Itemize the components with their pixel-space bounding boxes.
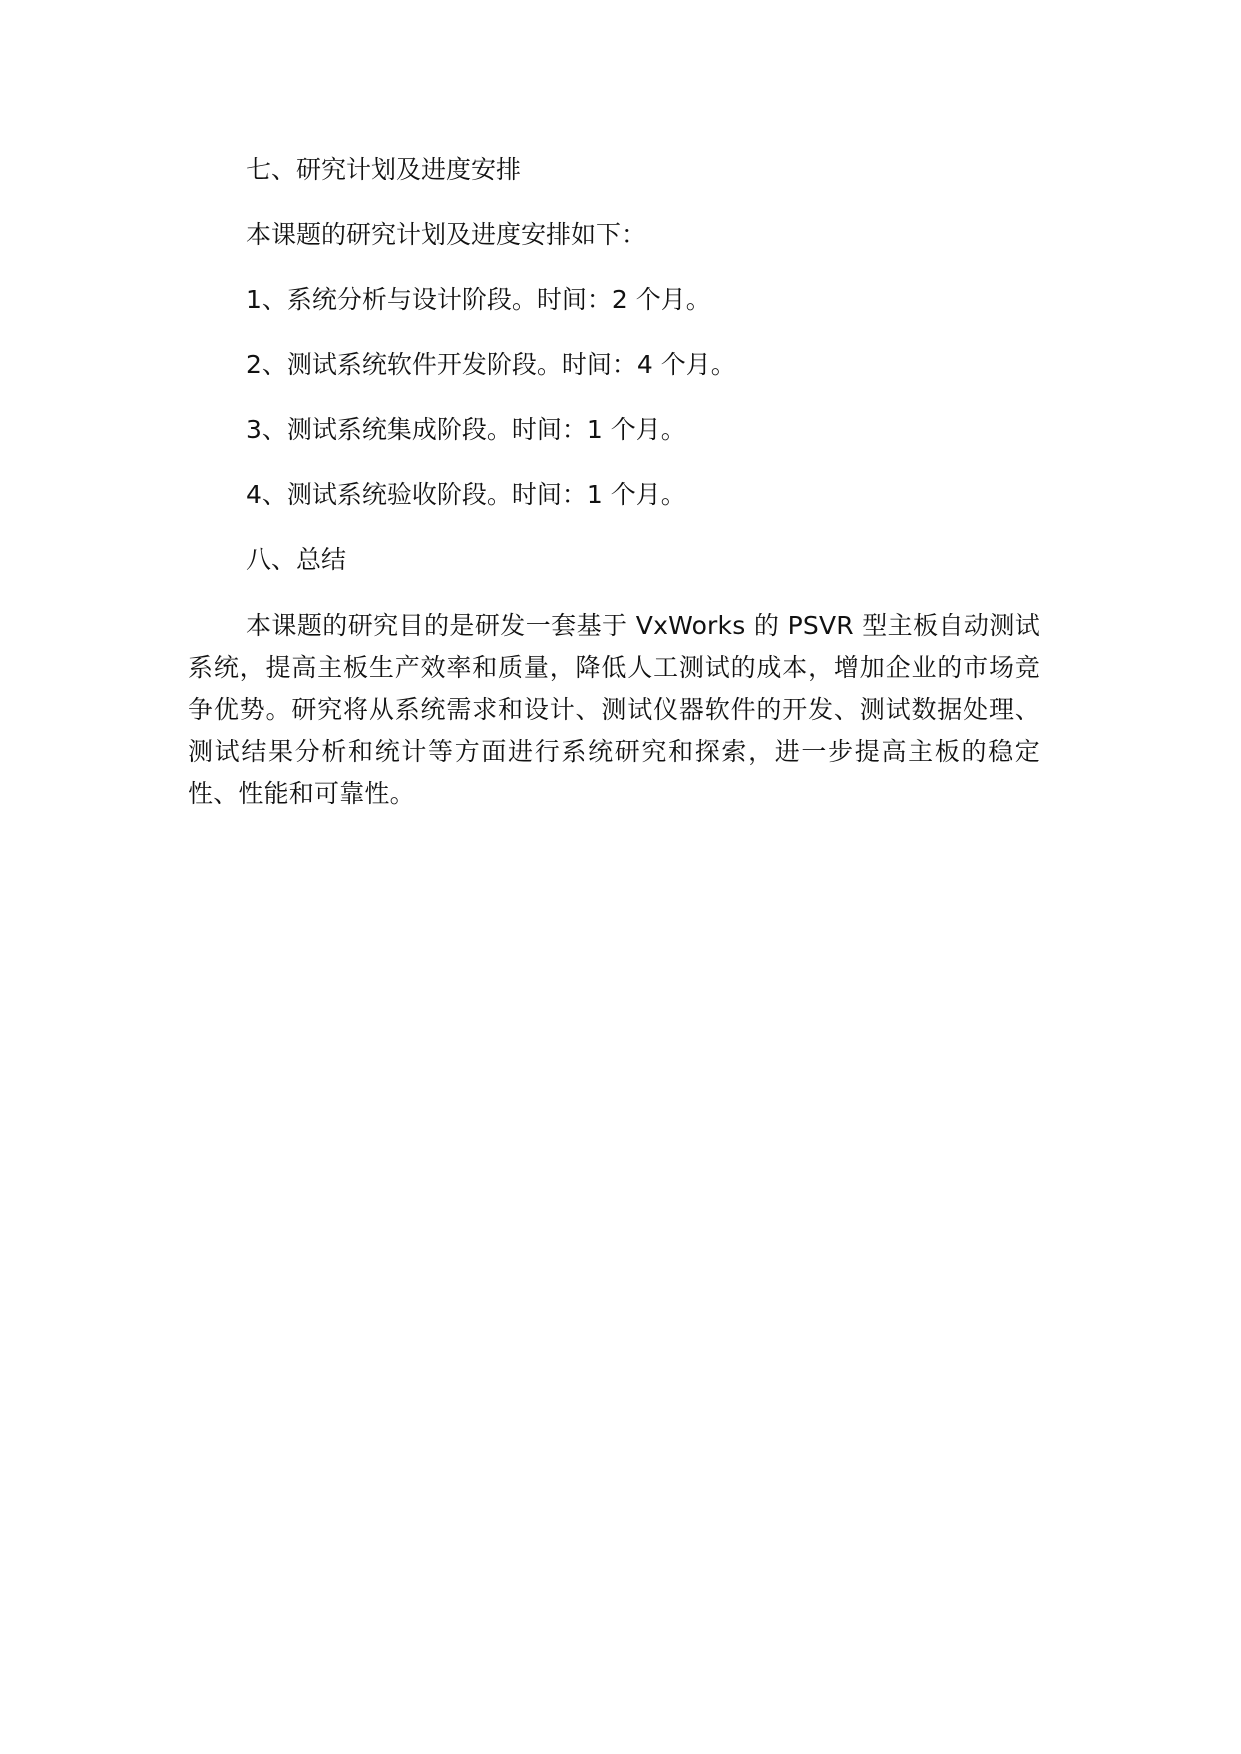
section-eight-heading: 八、总结 — [246, 545, 347, 574]
document-content — [188, 150, 1040, 815]
section-seven-heading: 七、研究计划及进度安排 — [246, 155, 522, 184]
plan-item-3: 3、测试系统集成阶段。时间：1 个月。 — [246, 415, 686, 444]
plan-item-4: 4、测试系统验收阶段。时间：1 个月。 — [246, 480, 686, 509]
plan-item-1: 1、系统分析与设计阶段。时间：2 个月。 — [246, 285, 711, 314]
summary-paragraph: 本课题的研究目的是研发一套基于 VxWorks 的 PSVR 型主板自动测试系统，提高主板生产效率和质量，降低人工测试的成本，增加企业的市场竞争优势。研究将从系统需求和设计、测试仪器软件的开发、测试数据处理、测试结果分析和统计等方面进行系统研究和探索，进一步提高主板的稳定性、性能和可靠性。 — [188, 611, 1040, 808]
plan-item-2: 2、测试系统软件开发阶段。时间：4 个月。 — [246, 350, 736, 379]
section-seven-intro: 本课题的研究计划及进度安排如下： — [246, 220, 647, 249]
